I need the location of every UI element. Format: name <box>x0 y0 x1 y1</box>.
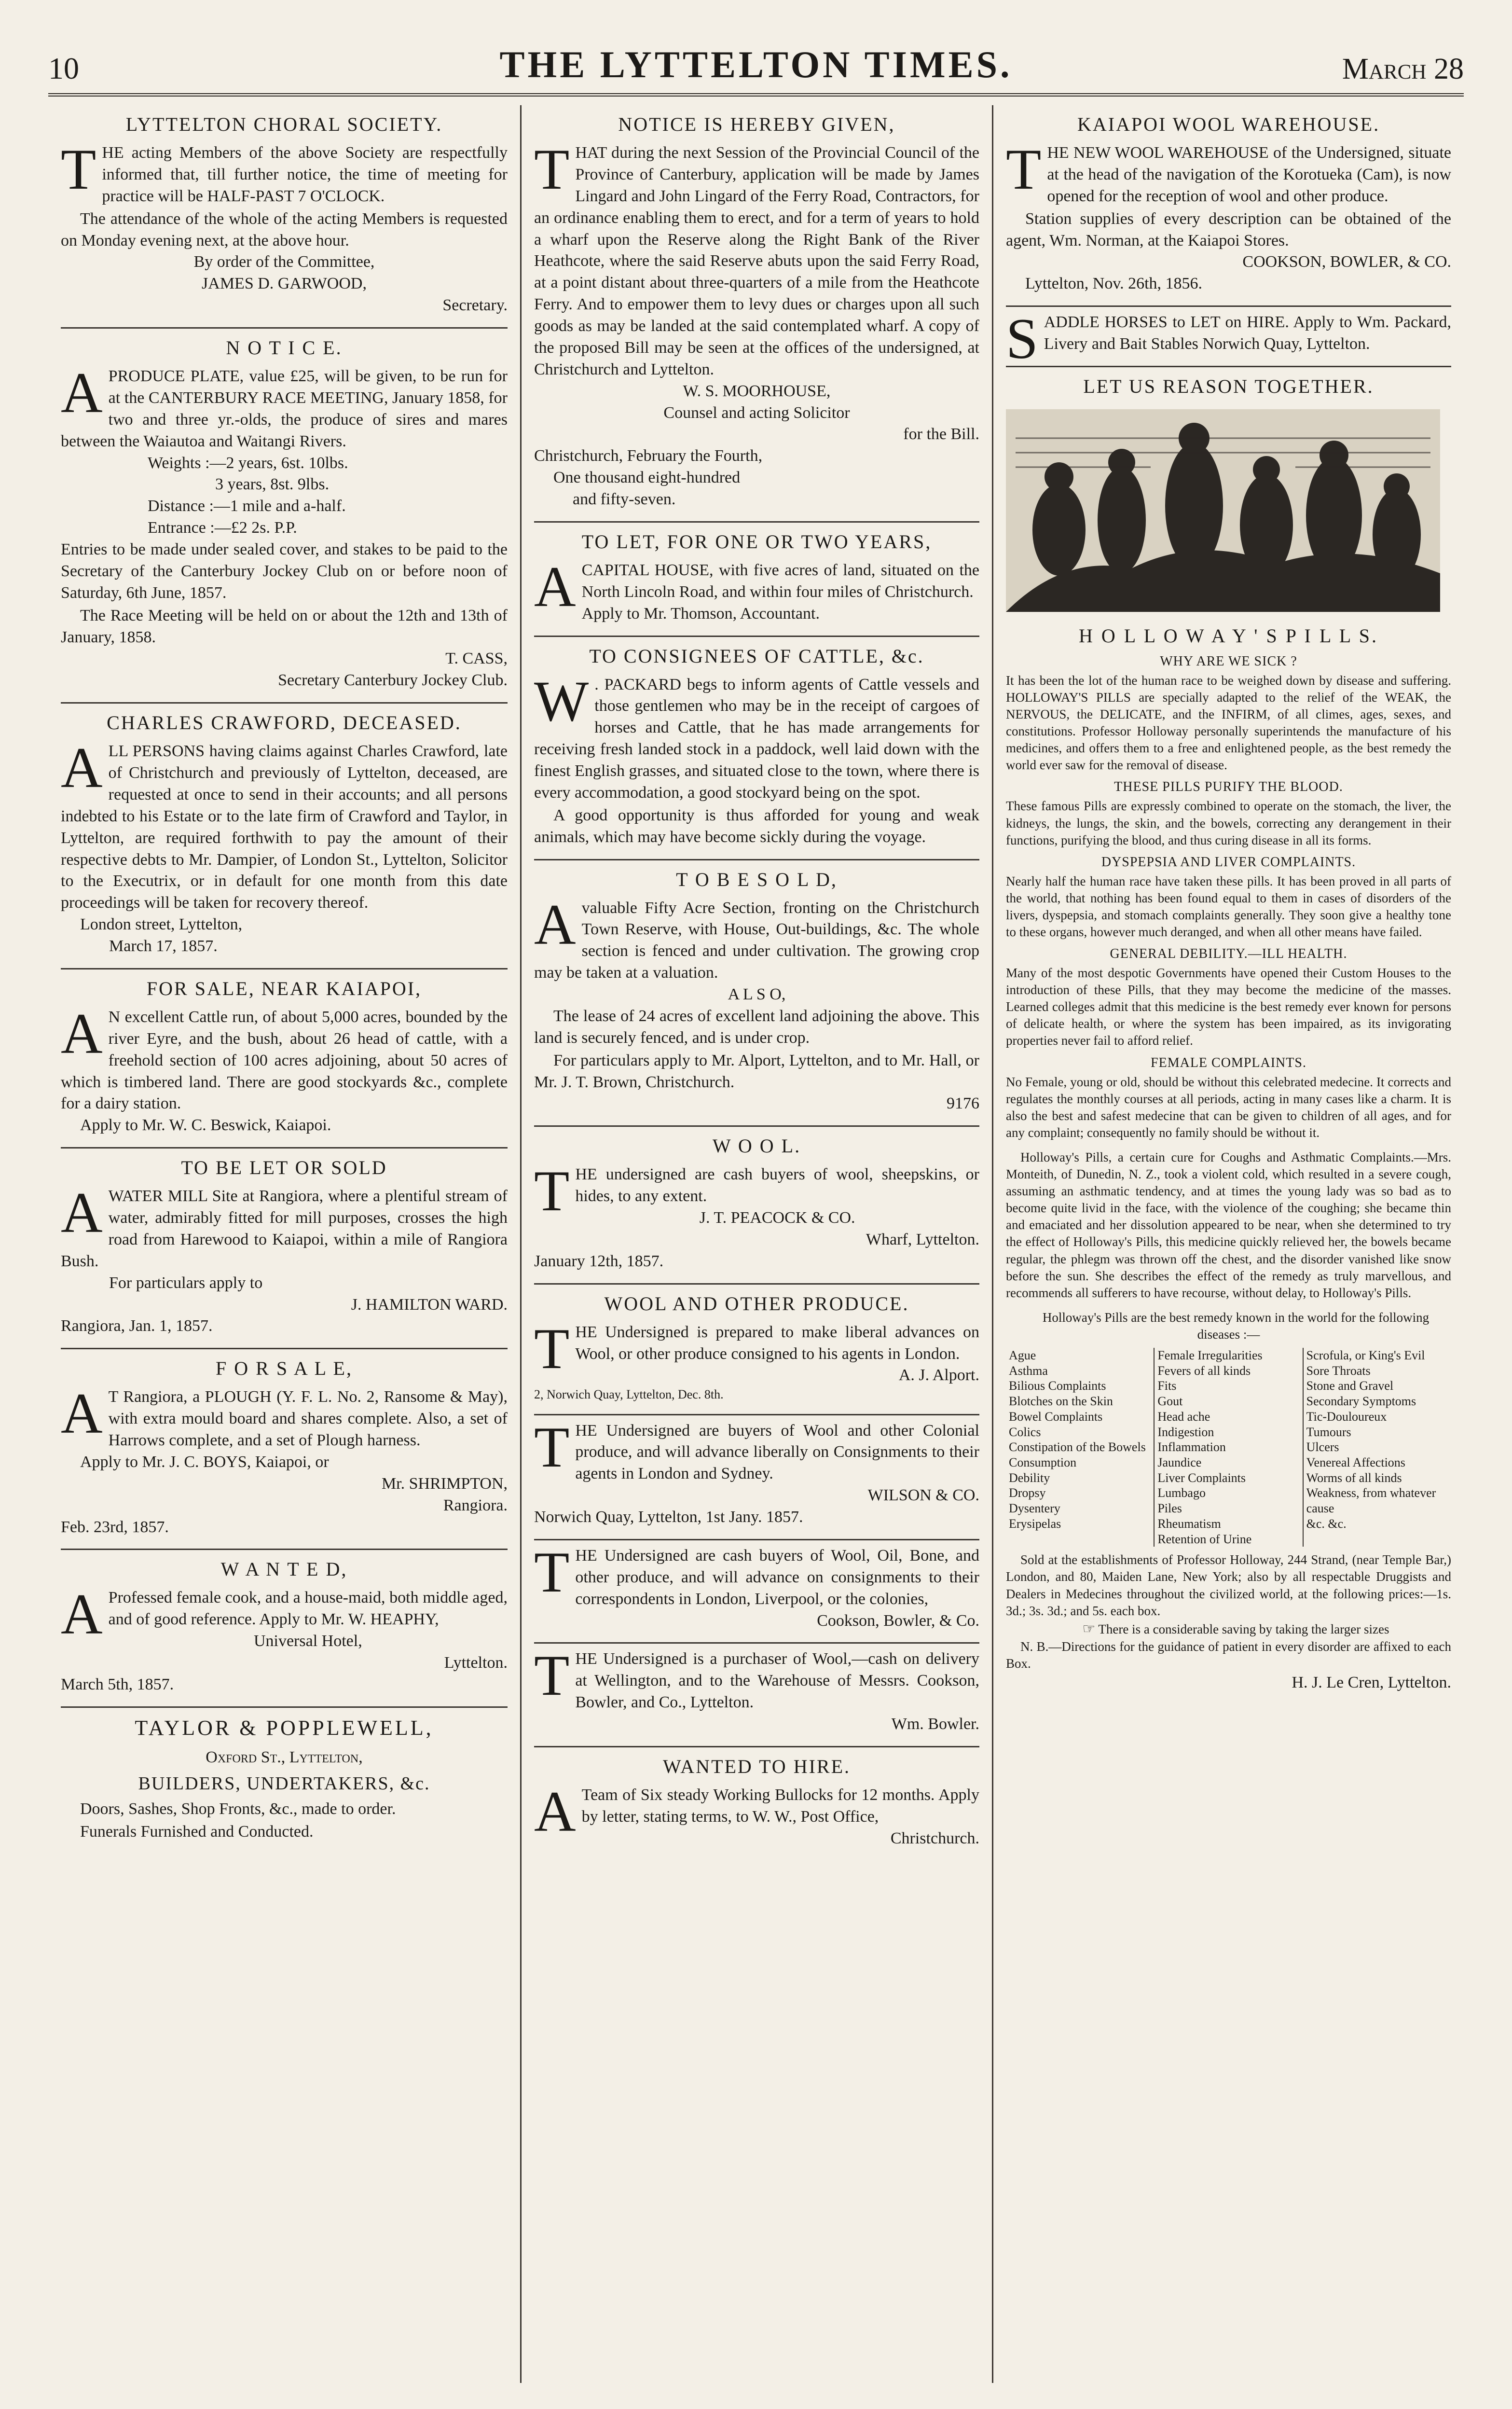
drop-cap: A <box>61 360 103 425</box>
diseases-column: Ague Asthma Bilious Complaints Blotches on the Skin Bowel Complaints Colics Constipation of the Bowels Consumption Debility Dropsy Dysentery Erysipelas <box>1009 1348 1146 1531</box>
ad-place: London street, Lyttelton, <box>80 915 243 934</box>
ad-date: March 5th, 1857. <box>61 1675 174 1693</box>
ad-place: Wharf, Lyttelton. <box>866 1230 979 1248</box>
ad-text: . PACKARD begs to inform agents of Cattle vessels and those gentlemen who may be in the receipt of cargoes of horses and Cattle, that he has made arrangements for receiving fresh landed stock in a paddock, well laid down with the finest English grasses, and situated close to the town, where there is every accommodation, a good stockyard being on the spot. <box>534 675 979 802</box>
ad-body <box>534 137 979 381</box>
ad-wanted-to-hire <box>534 1747 979 1860</box>
drop-cap: A <box>61 1582 103 1647</box>
subhead-debility: GENERAL DEBILITY.—ILL HEALTH. <box>1110 946 1347 962</box>
ad-address: Norwich Quay, Lyttelton, 1st Jany. 1857. <box>534 1508 803 1526</box>
diseases-table <box>1006 1348 1451 1547</box>
drop-cap: T <box>61 137 96 201</box>
ad-wanted-cook <box>61 1550 508 1707</box>
drop-cap: A <box>61 1180 103 1245</box>
ad-text: LL PERSONS having claims against Charles Crawford, late of Christchurch and previously of Lyttelton, deceased, are requested at once to send in their accounts; and all persons indebted to his Estate or to the late firm of Crawford and Taylor, in Lyttelton, are required forthwith to pay the amount of their respective debts to Mr. Dampier, of London St., Lyttelton, Solicitor to the Executrix, or in default for one month from this date proceedings will be taken for recovery thereof. <box>61 742 508 912</box>
ad-apply: Apply to Mr. J. C. BOYS, Kaiapoi, or <box>80 1453 329 1471</box>
ad-body <box>534 1539 979 1610</box>
ad-hotel: Universal Hotel, <box>253 1632 362 1650</box>
drop-cap: T <box>534 1159 570 1223</box>
ad-role: for the Bill. <box>903 425 979 443</box>
ad-choral-society <box>61 105 508 329</box>
ad-body <box>61 137 508 208</box>
ad-body <box>61 1180 508 1273</box>
ad-heading: T O B E S O L D, <box>676 868 838 890</box>
ad-heading: WOOL AND OTHER PRODUCE. <box>604 1292 909 1315</box>
ad-wilson-co <box>534 1415 979 1540</box>
weights-line: Weights :—2 years, 6st. 10lbs. <box>148 454 348 472</box>
ad-signatory: Mr. SHRIMPTON, <box>381 1474 508 1493</box>
ad-place: Christchurch. <box>890 1829 979 1847</box>
ad-body: For particulars apply to Mr. Alport, Lyttelton, and to Mr. Hall, or Mr. J. T. Brown, Christchurch. <box>534 1051 979 1091</box>
pills-sold: Sold at the establishments of Professor Holloway, 244 Strand, (near Temple Bar,) London, and 80, Maiden Lane, New York; also by all respectable Druggists and Dealers in Medecines throughout the civilized world, at the following prices:—1s. 3d.; 3s. 3d.; and 5s. each box. <box>1006 1552 1451 1618</box>
distance-line: Distance :—1 mile and a-half. <box>148 497 346 515</box>
ad-text: HAT during the next Session of the Provincial Council of the Province of Canterbury, application will be made by James Lingard and John Lingard of the Ferry Road, Contractors, for an ordinance enabling them to erect, and for a term of years to hold a wharf upon the Reserve along the Right Bank of the River Heathcote, where the said Reserve abuts upon the said Ferry Road, at a point distant about three-quarters of a mile from the Heathcote Ferry. And to empower them to levy dues or charges upon all such goods as may be landed at the said contemplated wharf. A copy of the proposed Bill may be seen at the offices of the undersigned, at Christchurch and Lyttelton. <box>534 144 979 378</box>
ad-body <box>61 735 508 914</box>
ad-signatory: Wm. Bowler. <box>891 1715 979 1733</box>
ad-trade: BUILDERS, UNDERTAKERS, &c. <box>138 1773 430 1794</box>
ad-taylor-popplewell <box>61 1708 508 1854</box>
ad-signatory: J. HAMILTON WARD. <box>351 1295 508 1314</box>
ad-to-let-house <box>534 523 979 637</box>
drop-cap: T <box>534 137 570 201</box>
ad-wm-bowler <box>534 1644 979 1747</box>
ad-saddle-horses <box>1006 306 1451 371</box>
ad-body <box>61 1381 508 1452</box>
ad-date: Lyttelton, Nov. 26th, 1856. <box>1025 275 1203 293</box>
diseases-column: Scrofula, or King's Evil Sore Throats Stone and Gravel Secondary Symptoms Tic-Douloureux Tumours Ulcers Venereal Affections Worms of all kinds Weakness, from whatever cause &c. &c. <box>1303 1348 1451 1547</box>
ad-to-be-sold <box>534 860 979 1127</box>
ad-text: HE Undersigned is prepared to make liberal advances on Wool, or other produce consigned to his agents in London. <box>575 1323 979 1363</box>
ad-body: Station supplies of every description can be obtained of the agent, Wm. Norman, at the Kaiapoi Stores. <box>1006 209 1451 249</box>
drop-cap: T <box>534 1316 570 1381</box>
drop-cap: T <box>534 1414 570 1479</box>
pills-testimonial: Holloway's Pills, a certain cure for Coughs and Asthmatic Complaints.—Mrs. Monteith, of Dunedin, N. Z., took a violent cold, which resulted in a severe cough, assuming an asthmatic tendency, and at times the young lady was so bad as to become quite livid in the face, with the violence of the coughing; she became thin and emaciated and her dissolution appeared to be near, when she determined to try the effect of Holloway's Pills, this medicine quickly relieved her, the bowels became regular, the phlegm was thrown off the chest, and the disorder vanished like snow before the sun. She describes the effect of the remedy as truly marvellous, and recommends all sufferers to have recourse, without delay, to Holloway's Pills. <box>1006 1149 1451 1300</box>
weights-line: 3 years, 8st. 9lbs. <box>215 475 330 494</box>
ad-wool-peacock <box>534 1127 979 1284</box>
drop-cap: S <box>1006 306 1038 371</box>
drop-cap: T <box>534 1539 570 1604</box>
ad-wool-produce <box>534 1285 979 1415</box>
ad-body: The attendance of the whole of the acting Members is requested on Monday evening next, at the above hour. <box>61 209 508 249</box>
ad-place: Christchurch, February the Fourth, <box>534 447 763 465</box>
subhead-female: FEMALE COMPLAINTS. <box>1151 1055 1306 1070</box>
ad-heading: F O R S A L E, <box>216 1357 353 1380</box>
ad-signatory: WILSON & CO. <box>867 1486 979 1505</box>
ad-signatory: COOKSON, BOWLER, & CO. <box>1242 253 1451 271</box>
ad-plough <box>61 1349 508 1550</box>
ad-body: Entries to be made under sealed cover, and stakes to be paid to the Secretary of the Canterbury Jockey Club on or before noon of Saturday, 6th June, 1857. <box>61 540 508 602</box>
ad-place: Rangiora. <box>443 1496 508 1514</box>
ad-body <box>534 1643 979 1714</box>
ad-text: HE Undersigned are buyers of Wool and other Colonial produce, and will advance liberally on Consignments to their agents in London and Sydney. <box>575 1421 979 1483</box>
ad-notice-given <box>534 105 979 523</box>
ad-text: HE Undersigned is a purchaser of Wool,—cash on delivery at Wellington, and to the Warehouse of Messrs. Cookson, Bowler, and Co., Lyttelton. <box>575 1650 979 1712</box>
columns <box>48 105 1464 2383</box>
ad-apply: For particulars apply to <box>109 1274 263 1292</box>
ad-signatory: A. J. Alport. <box>898 1366 979 1384</box>
ad-date: and fifty-seven. <box>573 490 676 508</box>
drop-cap: A <box>61 735 103 800</box>
ad-date: One thousand eight-hundred <box>553 469 741 487</box>
ad-apply: Apply to Mr. W. C. Beswick, Kaiapoi. <box>80 1116 331 1135</box>
ad-kaiapoi-run <box>61 969 508 1149</box>
ad-body: Funerals Furnished and Conducted. <box>80 1822 314 1841</box>
ad-body <box>1006 137 1451 208</box>
ad-body: The Race Meeting will be held on or about the 12th and 13th of January, 1858. <box>61 606 508 646</box>
pills-text: It has been the lot of the human race to be weighed down by disease and suffering. HOLLOWAY'S PILLS are specially adapted to the relief of the WEAK, the NERVOUS, the DELICATE, and the INFIRM, of all climes, ages, sexes, and constitutions. Professor Holloway personally superintends the manufacture of his medicines, and offers them to a free and enlightened people, as the best remedy the world ever saw for the removal of disease. <box>1006 673 1451 773</box>
ad-date: March 17, 1857. <box>109 937 218 955</box>
ad-number: 9176 <box>947 1094 979 1113</box>
ad-apply: Apply to Mr. Thomson, Accountant. <box>581 604 820 623</box>
ad-place: Lyttelton. <box>444 1654 508 1672</box>
ad-signatory: JAMES D. GARWOOD, <box>202 275 367 293</box>
ad-body <box>534 1414 979 1485</box>
ad-text: HE undersigned are cash buyers of wool, sheepskins, or hides, to any extent. <box>575 1165 979 1205</box>
ad-text: T Rangiora, a PLOUGH (Y. F. L. No. 2, Ransome & May), with extra mould board and shares complete. Also, a set of Harrows complete, and a set of Plough harness. <box>108 1388 508 1449</box>
drop-cap: A <box>534 1779 576 1843</box>
ad-text: Team of Six steady Working Bullocks for 12 months. Apply by letter, stating terms, to W. W., Post Office, <box>581 1786 979 1826</box>
ad-heading: FOR SALE, NEAR KAIAPOI, <box>146 977 422 999</box>
ad-body <box>1006 306 1451 371</box>
ad-body <box>534 668 979 804</box>
ad-heading: TO BE LET OR SOLD <box>181 1157 387 1179</box>
ad-heading: W A N T E D, <box>220 1558 348 1580</box>
ad-holloways-pills <box>1006 367 1451 1704</box>
pills-text: Nearly half the human race have taken these pills. It has been proved in all parts of the world, that nothing has been found equal to them in cases of disorders of the livers, dyspepsia, and stomach complaints generally. They soon give a healthy tone to these organs, however much deranged, and when all other means have failed. <box>1006 873 1451 939</box>
ad-produce-plate <box>61 329 508 704</box>
pills-text: No Female, young or old, should be without this celebrated medecine. It corrects and regulates the monthly courses at all periods, acting in many cases like a charm. It is also the best and safest medecine that can be given to children of all ages, and for any complaint; consequently no family should be without it. <box>1006 1074 1451 1140</box>
drop-cap: A <box>61 1381 103 1446</box>
ad-text: WATER MILL Site at Rangiora, where a plentiful stream of water, admirably fitted for mill purposes, crosses the high road from Harewood to Kaiapoi, within a mile of Rangiora Bush. <box>61 1187 508 1270</box>
diseases-intro: Holloway's Pills are the best remedy known in the world for the following diseases :— <box>1042 1310 1430 1342</box>
ad-date: January 12th, 1857. <box>534 1252 664 1270</box>
ad-text: PRODUCE PLATE, value £25, will be given, to be run for at the CANTERBURY RACE MEETING, January 1858, for two and three yr.-olds, the produce of sires and mares between the Waiautoa and Waitangi Rivers. <box>61 367 508 450</box>
pointing-hand-icon: ☞ <box>1082 1620 1096 1637</box>
pills-nb: N. B.—Directions for the guidance of patient in every disorder are affixed to each Box. <box>1006 1639 1451 1671</box>
drop-cap: A <box>534 554 576 619</box>
ad-consignees-cattle <box>534 637 979 860</box>
ad-body <box>534 892 979 984</box>
ad-also: A L S O, <box>728 985 786 1003</box>
ad-address: 2, Norwich Quay, Lyttelton, Dec. 8th. <box>534 1387 724 1402</box>
ad-body <box>61 360 508 453</box>
issue-date: March 28 <box>1342 53 1464 85</box>
page-number: 10 <box>48 51 79 85</box>
ad-heading: CHARLES CRAWFORD, DECEASED. <box>107 712 462 734</box>
ad-body: The lease of 24 acres of excellent land adjoining the above. This land is securely fenced, and is under crop. <box>534 1007 979 1047</box>
drop-cap: A <box>534 892 576 956</box>
pills-agent: H. J. Le Cren, Lyttelton. <box>1292 1673 1451 1691</box>
saving-text: There is a considerable saving by taking the larger sizes <box>1098 1621 1389 1636</box>
ad-signatory: J. T. PEACOCK & CO. <box>699 1209 855 1227</box>
ad-cookson-bowler <box>534 1540 979 1644</box>
drop-cap: T <box>534 1643 570 1708</box>
ad-signatory: W. S. MOORHOUSE, <box>683 382 831 400</box>
ad-heading: LYTTELTON CHORAL SOCIETY. <box>125 113 443 135</box>
ad-role: Counsel and acting Solicitor <box>663 403 850 422</box>
ad-body: Doors, Sashes, Shop Fronts, &c., made to order. <box>80 1800 396 1818</box>
column-2 <box>520 105 992 2383</box>
ad-text: HE Undersigned are cash buyers of Wool, Oil, Bone, and other produce, and will advance on consignments to their correspondents in London, Liverpool, or the colonies, <box>575 1546 979 1608</box>
drop-cap: T <box>1006 137 1042 201</box>
ad-text: CAPITAL HOUSE, with five acres of land, situated on the North Lincoln Road, and within four miles of Christchurch. <box>581 561 979 601</box>
ad-date: Rangiora, Jan. 1, 1857. <box>61 1317 213 1335</box>
ad-signoff: By order of the Committee, <box>193 253 375 271</box>
ad-heading: TO CONSIGNEES OF CATTLE, &c. <box>589 645 924 667</box>
ad-signatory: T. CASS, <box>445 650 508 668</box>
newspaper-title: THE LYTTELTON TIMES. <box>499 43 1013 85</box>
column-1 <box>48 105 520 2383</box>
ad-role: Secretary Canterbury Jockey Club. <box>278 671 508 690</box>
ad-text: HE acting Members of the above Society are respectfully informed that, till further notice, the time of meeting for practice will be HALF-PAST 7 O'CLOCK. <box>102 144 508 205</box>
ad-heading: N O T I C E. <box>226 337 343 359</box>
ad-heading: TO LET, FOR ONE OR TWO YEARS, <box>581 530 932 553</box>
ad-kaiapoi-wool-warehouse <box>1006 105 1451 307</box>
column-3 <box>992 105 1464 2383</box>
diseases-column: Female Irregularities Fevers of all kinds Fits Gout Head ache Indigestion Inflammation Jaundice Liver Complaints Lumbago Piles Rheumatism Retention of Urine <box>1154 1348 1302 1547</box>
ad-date: Feb. 23rd, 1857. <box>61 1518 169 1536</box>
ad-signatory: Cookson, Bowler, & Co. <box>817 1611 979 1630</box>
ad-heading: KAIAPOI WOOL WAREHOUSE. <box>1077 113 1380 135</box>
ad-body <box>61 1001 508 1115</box>
subhead-purify: THESE PILLS PURIFY THE BLOOD. <box>1114 779 1343 795</box>
ad-text: ADDLE HORSES to LET on HIRE. Apply to Wm. Packard, Livery and Bait Stables Norwich Quay, Lyttelton. <box>1044 313 1451 353</box>
entrance-line: Entrance :—£2 2s. P.P. <box>148 519 297 537</box>
ad-text: valuable Fifty Acre Section, fronting on the Christchurch Town Reserve, with House, Out-buildings, &c. The whole section is fenced and under cultivation. The growing crop may be taken at a valuation. <box>534 899 979 982</box>
ad-text: N excellent Cattle run, of about 5,000 acres, bounded by the river Eyre, and the bush, about 26 head of cattle, with a freehold section of 100 acres adjoining, about 50 acres of which is timbered land. There are good stockyards &c., complete for a dairy station. <box>61 1008 508 1113</box>
ad-heading: NOTICE IS HEREBY GIVEN, <box>618 113 895 135</box>
ad-address: Oxford St., Lyttelton, <box>206 1748 363 1766</box>
ad-heading: TAYLOR & POPPLEWELL, <box>135 1716 434 1740</box>
ad-water-mill <box>61 1149 508 1349</box>
ad-role: Secretary. <box>442 296 508 315</box>
pills-text: Many of the most despotic Governments have opened their Custom Houses to the introduction of these Pills, that they may become the medicine of the masses. Learned colleges admit that this medicine is the best remedy ever known for persons of delicate health, or where the system has been impaired, as its invigorating properties never fail to afford relief. <box>1006 966 1451 1048</box>
ad-text: Professed female cook, and a house-maid, both middle aged, and of good reference. Apply to Mr. W. HEAPHY, <box>108 1589 508 1629</box>
ad-heading: WANTED TO HIRE. <box>662 1755 851 1777</box>
ad-heading: W O O L. <box>712 1135 801 1157</box>
engraving-illustration <box>1006 409 1440 612</box>
ad-crawford-deceased <box>61 704 508 969</box>
pills-text: These famous Pills are expressly combined to operate on the stomach, the liver, the kidneys, the lungs, the skin, and the bowels, correcting any derangement in their functions, purifying the blood, and thus curing disease in all its forms. <box>1006 799 1451 847</box>
subhead-why: WHY ARE WE SICK ? <box>1160 653 1297 669</box>
ad-body: A good opportunity is thus afforded for young and weak animals, which may have become sickly during the voyage. <box>534 806 979 846</box>
ad-text: HE NEW WOOL WAREHOUSE of the Undersigned, situate at the head of the navigation of the Korotueka (Cam), is now opened for the reception of wool and other produce. <box>1047 144 1451 205</box>
drop-cap: W <box>534 668 589 733</box>
pills-title: H O L L O W A Y ' S P I L L S. <box>1079 624 1378 647</box>
subhead-dyspepsia: DYSPEPSIA AND LIVER COMPLAINTS. <box>1101 854 1356 870</box>
pills-saving <box>1006 1620 1451 1638</box>
drop-cap: A <box>61 1001 103 1066</box>
ad-heading: LET US REASON TOGETHER. <box>1083 375 1374 397</box>
masthead <box>48 34 1464 97</box>
